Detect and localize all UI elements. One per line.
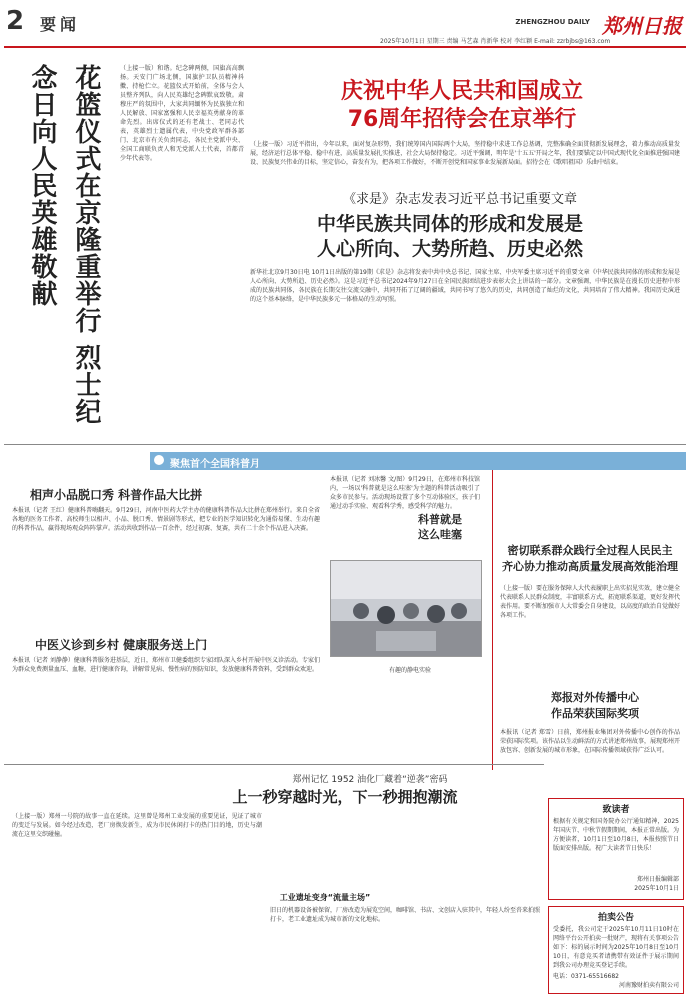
notice-date: 2025年10月1日 bbox=[634, 885, 679, 892]
right-story2-body: 本报讯（记者 郑雪）日前，郑州报业集团对外传播中心创作的作品荣获国际奖项。该作品以生动鲜活的方式讲述郑州故事，展现郑州开放包容、创新发展的城市形象，在国际传播领域获得广泛认可。 bbox=[500, 729, 681, 754]
qiushi-headline-line2: 人心所向、大势所趋、历史必然 bbox=[316, 238, 583, 260]
qiushi-body: 新华社北京9月30日电 10月1日出版的第19期《求是》杂志将发表中共中央总书记、国家主席、中央军委主席习近平的重要文章《中华民族共同体的形成和发展是人心所向、大势所趋、历史必然》。这是习近平总书记2024年9月27日在全国民族团结进步表彰大会上讲话的一部分。文章强调，中华民族是在漫长历史进程中形成的民族共同体，各民族在长期交往交流交融中，共同开拓了辽阔的疆域，共同书写了悠久的历史，共同创造了灿烂的文化，共同培育了伟大精神。我国历史演进的这个基本脉络，是中华民族多元一体格局的生动写照。 bbox=[250, 269, 680, 303]
lead-headline bbox=[262, 78, 662, 134]
lead-headline-line1: 庆祝中华人民共和国成立 bbox=[340, 79, 583, 104]
lead-headline-line2: 76周年招待会在京举行 bbox=[347, 107, 577, 132]
auction-phone: 电话：0371-65516682 bbox=[553, 973, 619, 980]
masthead-rule bbox=[4, 46, 686, 48]
right-story2-title bbox=[520, 690, 670, 722]
auction-body: 受委托，我公司定于2025年10月11日10时在网络平台公开拍卖一批财产，现将有关事项公告如下：标的展示时间为2025年10月8日至10月10日，有意竞买者请携带有效证件于展示期间到我公司办理竞买登记手续。 bbox=[553, 926, 680, 969]
section-label: 要闻 bbox=[40, 15, 81, 34]
photo-story-title-line1: 科普就是 bbox=[418, 513, 462, 526]
qiushi-subtitle: 《求是》杂志发表习近平总书记重要文章 bbox=[342, 192, 577, 207]
auction-box bbox=[548, 906, 684, 994]
lead-story-body: （上接一版）习近平指出，今年以来，面对复杂形势，我们统筹国内国际两个大局，坚持稳中求进工作总基调，完整准确全面贯彻新发展理念，着力推动高质量发展，经济运行总体平稳、稳中有进，高质量发展扎实推进，社会大局保持稳定。习近平强调，明年是'十五五'开局之年，我们要锚定以中国式现代化全面推进强国建设、民族复兴伟业的目标，坚定信心，奋发有为，把各项工作做好，不断开创党和国家事业发展新局面。招待会在《歌唱祖国》乐曲中结束。 bbox=[250, 141, 680, 166]
article1-title: 相声小品脱口秀 科普作品大比拼 bbox=[30, 488, 203, 502]
notice-box bbox=[548, 798, 684, 900]
lead-vertical-body: （上接一版）和谐。纪念碑两侧，国旗高高飘扬。天安门广场北侧，国旗护卫队员精神抖擞、持枪伫立。花篮仪式开始前，全体与会人员整齐列队，向人民英雄纪念碑默哀致敬。肃穆庄严的氛围中，大家共同缅怀为民族独立和人民解放、国家富强和人民幸福英勇献身的革命先烈。出席仪式的还有老战士、老同志代表，英雄烈士遗属代表，中央党政军群各部门、北京市有关负责同志，各民主党派中央、全国工商联负责人和无党派人士代表，首都青少年代表等。 bbox=[120, 65, 244, 162]
right-story1-title-line1: 密切联系群众践行全过程人民民主 bbox=[507, 544, 673, 557]
qiushi-headline bbox=[240, 212, 660, 262]
lead-vertical-headline: 花篮仪式在京隆重举行 烈士纪念日向人民英雄敬献 bbox=[27, 64, 101, 426]
auction-company: 河南豫财拍卖有限公司 bbox=[618, 982, 679, 989]
article2-title: 中医义诊到乡村 健康服务送上门 bbox=[35, 638, 208, 652]
right-story1-title bbox=[500, 543, 680, 575]
factory-body: 旧日的机器设备被保留，厂房改造为展览空间，咖啡馆、书店、文创店入驻其中，年轻人纷至沓来拍照打卡，老工业遗址成为城市新的文化地标。 bbox=[270, 907, 541, 923]
dateline: 2025年10月1日 星期三 责编 马艺森 肖新华 校对 李红颖 E-mail: zzrbjbs@163.com bbox=[380, 38, 611, 45]
memory-headline: 上一秒穿越时光，下一秒拥抱潮流 bbox=[232, 788, 458, 806]
banner-icon bbox=[154, 455, 164, 465]
science-event-photo bbox=[330, 560, 482, 657]
article2-body: 本报讯（记者 刘静静）健康科普服务进基层，近日，郑州市卫健委组织专家团队深入乡村开展中医义诊活动。专家们为群众免费测量血压、血糖，进行健康咨询，讲解常见病、慢性病的预防知识，发放健康科普资料，受到群众欢迎。 bbox=[12, 657, 320, 673]
bottom-divider bbox=[4, 764, 544, 765]
column-divider bbox=[492, 470, 493, 770]
memory-subtitle: 郑州记忆 1952 油化厂藏着“逆袭”密码 bbox=[292, 775, 448, 785]
right-story2-title-line2: 作品荣获国际奖项 bbox=[551, 707, 639, 720]
section-divider bbox=[4, 444, 686, 445]
notice-body: 根据有关规定和国务院办公厅通知精神，2025年国庆节、中秋节假期期间，本报正常出版。为方便读者，10月1日至10月8日，本报按照节日版面安排出版。祝广大读者节日快乐！ bbox=[553, 818, 680, 852]
brand-logo: 郑州日报 bbox=[602, 14, 682, 38]
memory-body: （上接一版）郑州一号院的故事一直在延续。这里曾是郑州工业发展的重要见证，见证了城市的变迁与发展。如今经过改造，老厂房焕发新生，成为市民休闲打卡的热门目的地，历史与潮流在这里交织碰撞。 bbox=[12, 813, 262, 838]
notice-title: 致读者 bbox=[602, 805, 630, 815]
photo-story-title bbox=[400, 512, 480, 542]
right-story1-body: （上接一版）要在服务保障人大代表履职上出实招见实效，建立健全代表联系人民群众制度，丰富联系方式，拓宽联系渠道，更好发挥代表作用。要不断加强市人大常委会自身建设，以高度的政治自觉做好各项工作。 bbox=[500, 585, 681, 619]
right-story2-title-line1: 郑报对外传播中心 bbox=[551, 691, 639, 704]
photo-story-title-line2: 这么哇塞 bbox=[418, 528, 462, 541]
brand-english: ZHENGZHOU DAILY bbox=[515, 18, 590, 26]
qiushi-headline-line1: 中华民族共同体的形成和发展是 bbox=[316, 213, 583, 235]
page-number: 2 bbox=[6, 6, 25, 36]
right-story1-title-line2: 齐心协力推动高质量发展高效能治理 bbox=[502, 560, 678, 573]
feature-banner-label: 聚焦首个全国科普月 bbox=[170, 459, 260, 470]
auction-title: 拍卖公告 bbox=[597, 913, 634, 923]
photo-caption: 有趣的静电实验 bbox=[388, 667, 431, 674]
photo-story-body: 本报讯（记者 刘冰馨 文/图）9月29日，在郑州市科技馆内，一场以'科普就是这么哇塞'为主题的科普活动吸引了众多市民参与。活动现场设置了多个互动体验区，孩子们通过动手实验、观看科学秀，感受科学的魅力。 bbox=[330, 476, 481, 510]
notice-signature: 郑州日报编辑部 bbox=[636, 876, 679, 883]
factory-subheading: 工业遗址变身“流量主场” bbox=[279, 893, 371, 902]
article1-body: 本报讯（记者 王红）健康科普嗨翻天。9月29日，河南中医药大学主办的健康科普作品大比拼在郑州举行。来自全省各地的医务工作者、高校师生以相声、小品、脱口秀、情景剧等形式，把专业的医学知识转化为通俗易懂、生动有趣的科普作品，赢得现场观众阵阵掌声。活动共收到作品一百余件，经过初赛、复赛，共有二十余个作品进入决赛。 bbox=[12, 507, 320, 532]
